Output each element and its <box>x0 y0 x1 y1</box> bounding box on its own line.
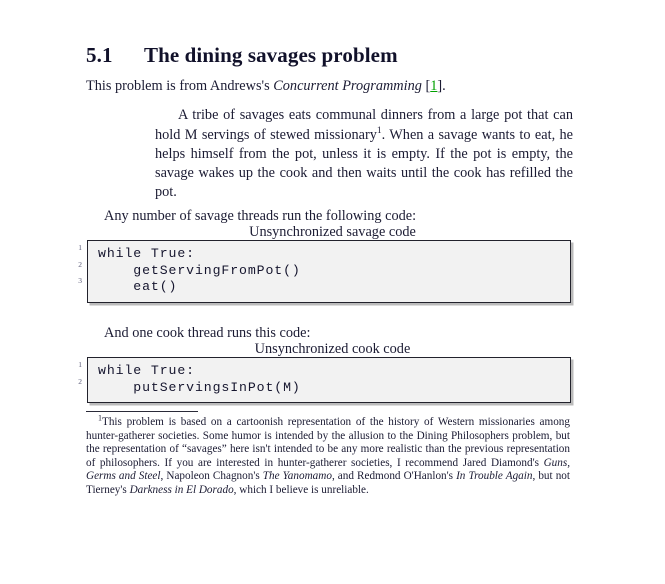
bracket-close: ]. <box>437 78 446 95</box>
book-title-guns-germs-and-steel: Guns, Germs and Steel <box>86 456 570 483</box>
section-title: The dining savages problem <box>144 43 398 68</box>
book-title-concurrent-programming: Concurrent Programming <box>273 78 422 95</box>
footnote-reference-marker[interactable]: 1 <box>376 125 382 136</box>
code-line: putServingsInPot(M) <box>98 379 301 395</box>
book-title-darkness-in-el-dorado: Darkness in El Dorado <box>129 483 234 496</box>
line-number-gutter-savage <box>68 240 82 290</box>
savage-code-lead-in: Any number of savage threads run the following code: <box>104 208 417 225</box>
bracket-open: [ <box>421 78 431 95</box>
code-listing-savage <box>68 240 571 303</box>
footnote-part-1: This problem is based on a cartoonish representation of the history of Western missionaries among hunter-gatherer societies. Some humor is intended by the allusion to the Dining Philosophers problem, but the representation of “savages” here isn't intended to be any more realistic than the previous representation of philosophers. If you are interested in hunter-gatherer societies, I recommend Jared Diamond's <box>86 416 570 469</box>
quote-text-part1: A tribe of savages eats communal dinners from a large pot that can hold M servings of stewed missionary <box>155 107 573 143</box>
section-number: 5.1 <box>86 43 113 68</box>
line-number: 1 <box>78 243 82 252</box>
listing-caption-cook: Unsynchronized cook code <box>254 341 411 357</box>
code-line: while True: <box>98 246 195 261</box>
footnote-separator-rule <box>86 411 198 412</box>
footnote-number: 1 <box>98 413 102 423</box>
quote-text-part2: . When a savage wants to eat, he helps himself from the pot, unless it is empty. If the pot is empty, the savage wakes up the cook and then waits until the cook has refilled the pot. <box>155 126 573 201</box>
code-line: getServingFromPot() <box>98 262 301 278</box>
code-block-savage <box>87 240 571 303</box>
line-number-gutter-cook <box>68 357 82 390</box>
footnote-part-2: , Napoleon Chagnon's <box>160 470 263 483</box>
intro-text-before: This problem is from Andrews's <box>86 78 274 95</box>
section-heading <box>86 43 398 68</box>
cook-code-lead-in: And one cook thread runs this code: <box>104 325 311 342</box>
footnote-part-5: , which I believe is unreliable. <box>233 483 369 496</box>
code-line: eat() <box>98 279 178 295</box>
footnote-part-3: , and Redmond O'Hanlon's <box>331 470 457 483</box>
problem-statement-quote <box>155 106 573 202</box>
line-number: 3 <box>78 276 82 286</box>
code-listing-cook <box>68 357 571 403</box>
line-number: 2 <box>78 376 82 386</box>
line-number: 2 <box>78 259 82 269</box>
line-number: 1 <box>78 360 82 369</box>
listing-caption-savage: Unsynchronized savage code <box>249 224 416 240</box>
footnote-part-4: , but not Tierney's <box>86 470 570 496</box>
code-block-cook <box>87 357 571 403</box>
footnote-text <box>86 413 570 498</box>
intro-paragraph <box>86 77 556 96</box>
citation-link-1[interactable]: 1 <box>430 78 438 95</box>
book-title-in-trouble-again: In Trouble Again <box>456 470 533 483</box>
book-title-the-yanomamo: The Yanomamo <box>262 470 332 483</box>
code-line: while True: <box>98 363 195 378</box>
